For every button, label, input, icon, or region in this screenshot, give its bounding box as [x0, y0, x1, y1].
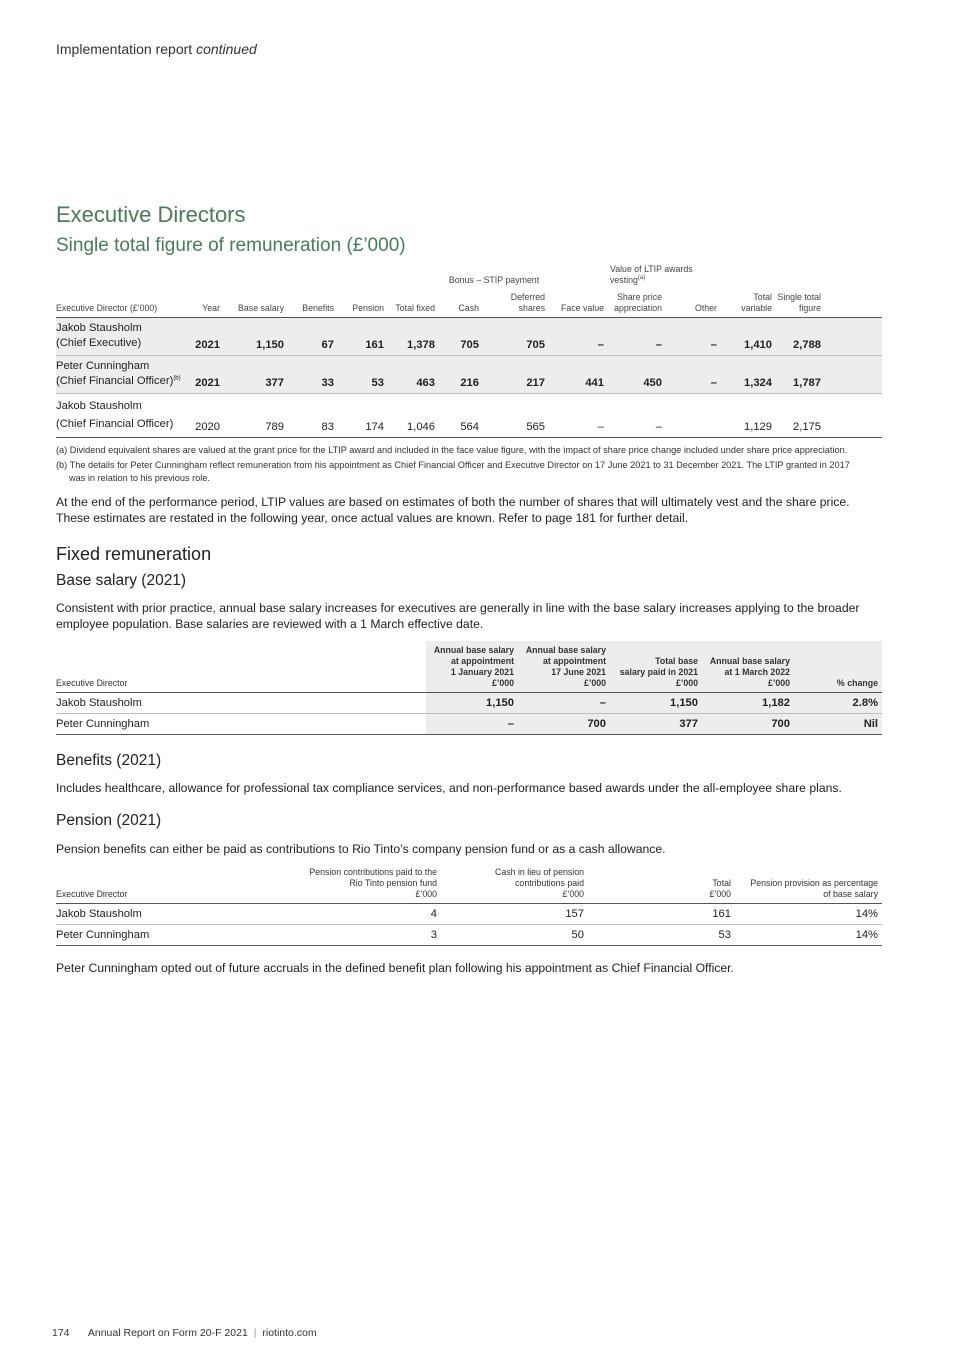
col-cash: Cash [458, 303, 479, 313]
page-footer [52, 1327, 317, 1339]
group-ltip-header: Value of LTIP awards vesting$^{(a)}$ [610, 264, 693, 285]
col-pension: Pension [352, 303, 384, 313]
cell-face: – [597, 421, 604, 433]
cell-total-fixed: 1,046 [407, 421, 435, 433]
footer-separator: | [253, 1327, 257, 1339]
base-salary-paragraph: Consistent with prior practice, annual base salary increases for executives are generally in line with the base salary increases applying to the broader employee population. Base salaries are reviewed with a 1 March effective date. [56, 601, 860, 631]
cell-single: 2,788 [776, 318, 825, 356]
col-executive-director: Executive Director [56, 889, 128, 899]
col-change: % change [794, 641, 882, 693]
cell-total-fixed: 463 [388, 356, 439, 394]
group-bonus-header: Bonus – STIP payment [448, 275, 540, 285]
col-base-salary: Base salary [238, 303, 284, 313]
table-row [56, 318, 882, 356]
col-face-value: Face value [560, 303, 604, 313]
cell-benefits: 67 [288, 318, 338, 356]
director-role: (Chief Executive) [56, 337, 142, 349]
col-total: Total £’000 [709, 878, 731, 899]
col-share-price: Share price appreciation [614, 292, 662, 313]
cell-paid: 377 [610, 714, 702, 735]
col-cash-in-lieu: Cash in lieu of pension contributions paid £’000 [494, 867, 584, 899]
cell-jan: – [426, 714, 518, 735]
cell-fund: 4 [430, 908, 437, 920]
cell-share-price: – [655, 421, 662, 433]
cell-year: 2021 [194, 356, 224, 394]
cell-year: 2020 [195, 421, 220, 433]
table-subtitle: Single total figure of remuneration (£’000) [56, 235, 406, 256]
cell-other: – [666, 356, 721, 394]
cell-pension: 174 [365, 421, 384, 433]
col-other: Other [694, 303, 717, 313]
cell-other [666, 394, 721, 438]
cell-pct: 14% [855, 908, 878, 920]
table-row [56, 714, 882, 735]
director-name: Peter Cunningham [56, 718, 150, 730]
cell-total-variable: 1,410 [721, 318, 776, 356]
site-link[interactable]: riotinto.com [262, 1327, 317, 1339]
director-role: (Chief Financial Officer) [56, 375, 174, 387]
cell-total: 161 [712, 908, 731, 920]
pension-paragraph: Pension benefits can either be paid as contributions to Rio Tinto’s company pension fund or as a cash allowance. [56, 842, 666, 856]
director-name: Jakob Stausholm [56, 322, 142, 334]
table-row [56, 904, 882, 925]
cell-fund: 3 [430, 929, 437, 941]
cell-benefits: 83 [321, 421, 334, 433]
col-salary-jun: Annual base salary at appointment 17 June 2021 £’000 [518, 641, 610, 693]
remuneration-table [56, 264, 882, 438]
cell-cash: 216 [439, 356, 483, 394]
cell-jun: – [518, 693, 610, 714]
cell-jun: 700 [518, 714, 610, 735]
director-role: (Chief Financial Officer) [56, 418, 174, 430]
col-pension-pct: Pension provision as percentage of base salary [750, 878, 878, 899]
col-total-variable: Total variable [741, 292, 772, 313]
cell-pct: 14% [855, 929, 878, 941]
header-title: Implementation report [56, 41, 193, 57]
cell-total-fixed: 1,378 [388, 318, 439, 356]
cell-share-price: 450 [608, 356, 666, 394]
col-deferred: Deferred shares [510, 292, 545, 313]
table-row [56, 693, 882, 714]
col-salary-jan: Annual base salary at appointment 1 January 2021 £’000 [426, 641, 518, 693]
col-single-total: Single total figure [777, 292, 821, 313]
cell-year: 2021 [194, 318, 224, 356]
col-total-fixed: Total fixed [395, 303, 435, 313]
cell-base: 377 [224, 356, 288, 394]
cell-change: Nil [794, 714, 882, 735]
col-director: Executive Director (£’000) [56, 303, 158, 313]
director-name: Jakob Stausholm [56, 697, 142, 709]
cell-deferred: 565 [526, 421, 545, 433]
col-salary-paid: Total base salary paid in 2021 £’000 [610, 641, 702, 693]
cell-pension: 161 [338, 318, 388, 356]
table-row [56, 394, 882, 438]
director-name: Peter Cunningham [56, 929, 150, 941]
cell-other: – [666, 318, 721, 356]
cell-pension: 53 [338, 356, 388, 394]
ltip-paragraph: At the end of the performance period, LTIP values are based on estimates of both the number of shares that will ultimately vest and the share price. These estimates are restated in the following year, once actual values are known. Refer to page 181 for further detail. [56, 495, 850, 525]
col-pension-fund: Pension contributions paid to the Rio Tinto pension fund £’000 [309, 867, 437, 899]
cell-cash: 705 [439, 318, 483, 356]
cell-single: 1,787 [776, 356, 825, 394]
cell-single: 2,175 [793, 421, 821, 433]
col-salary-march: Annual base salary at 1 March 2022 £’000 [702, 641, 794, 693]
cell-face: 441 [549, 356, 608, 394]
director-name: Jakob Stausholm [56, 400, 142, 412]
table-row [56, 356, 882, 394]
benefits-paragraph: Includes healthcare, allowance for professional tax compliance services, and non-performance based awards under the all-employee share plans. [56, 781, 842, 795]
pension-heading: Pension (2021) [56, 812, 162, 829]
cell-total: 53 [718, 929, 731, 941]
director-name: Peter Cunningham [56, 360, 150, 372]
closing-paragraph: Peter Cunningham opted out of future accruals in the defined benefit plan following his appointment as Chief Financial Officer. [56, 961, 734, 975]
col-year: Year [202, 303, 220, 313]
footnote-b-marker: (b) [173, 375, 181, 382]
footnote-b-continued: was in relation to his previous role. [69, 473, 210, 483]
cell-total-variable: 1,129 [744, 421, 772, 433]
cell-cash: 157 [565, 908, 584, 920]
cell-paid: 1,150 [610, 693, 702, 714]
fixed-remuneration-heading: Fixed remuneration [56, 544, 212, 564]
page-number: 174 [52, 1327, 70, 1339]
cell-cash: 50 [571, 929, 584, 941]
pension-table [56, 867, 882, 946]
director-name: Jakob Stausholm [56, 908, 142, 920]
cell-base: 789 [265, 421, 284, 433]
footnote-a: (a) Dividend equivalent shares are valued at the grant price for the LTIP award and included in the face value figure, with the impact of share price change included under share price appreciation. [56, 445, 848, 455]
header-continued: continued [196, 41, 257, 57]
section-title: Executive Directors [56, 202, 246, 227]
cell-deferred: 705 [483, 318, 549, 356]
cell-benefits: 33 [288, 356, 338, 394]
cell-change: 2.8% [794, 693, 882, 714]
cell-share-price: – [608, 318, 666, 356]
base-salary-heading: Base salary (2021) [56, 572, 187, 589]
cell-total-variable: 1,324 [721, 356, 776, 394]
footnote-b: (b) The details for Peter Cunningham reflect remuneration from his appointment as Chief Financial Officer and Executive Director on 17 June 2021 to 31 December 2021. The LTIP granted in 2017 [56, 460, 850, 470]
col-benefits: Benefits [302, 303, 334, 313]
cell-march: 700 [702, 714, 794, 735]
cell-jan: 1,150 [426, 693, 518, 714]
base-salary-table [56, 641, 882, 735]
col-executive-director: Executive Director [56, 678, 128, 688]
table-row [56, 925, 882, 946]
benefits-heading: Benefits (2021) [56, 752, 162, 769]
cell-march: 1,182 [702, 693, 794, 714]
cell-base: 1,150 [224, 318, 288, 356]
report-name: Annual Report on Form 20-F 2021 [87, 1327, 248, 1339]
running-header [56, 41, 257, 57]
cell-face: – [549, 318, 608, 356]
cell-cash: 564 [460, 421, 479, 433]
cell-deferred: 217 [483, 356, 549, 394]
